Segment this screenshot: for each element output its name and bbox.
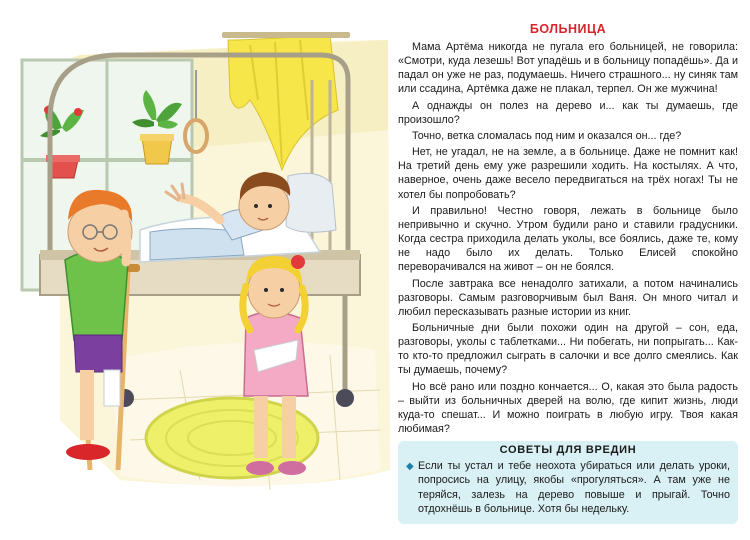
diamond-bullet-icon: ◆: [406, 461, 414, 473]
story-paragraph: Но всё рано или поздно кончается... О, какая это была радость – выйти из больничных дверей на волю, где кипит жизнь, люди куда-то спешат... И можно поиграть в любую игру. Твоя какая любимая?: [398, 380, 738, 436]
story-paragraph: А однажды он полез на дерево и... как ты думаешь, где произошло?: [398, 99, 738, 126]
story-column: [398, 22, 738, 524]
story-paragraph: После завтрака все ненадолго затихали, а потом начинались разговоры. Самым разговорчивым был Ваня. Он много читал и любил пересказывать разные истории из книг.: [398, 277, 738, 318]
tips-title: СОВЕТЫ ДЛЯ ВРЕДИН: [499, 444, 637, 457]
story-paragraph: Мама Артёма никогда не пугала его больницей, не говорила: «Смотри, куда лезешь! Вот упадёшь и в больницу попадёшь». Да и падал он уже не раз, подумаешь. Ничего страшного... ну синяк там или ссадина, Артёмка даже не плакал, терпел. Он же мужчина!: [398, 41, 738, 96]
story-paragraph: Точно, ветка сломалась под ним и оказался он... где?: [412, 129, 682, 142]
story-paragraph: Нет, не угадал, не на земле, а в больнице. Даже не помнит как! На третий день ему уже разрешили ходить. На костылях. А что, наверное, очень даже весело передвигаться на трёх ногах! Ты не хотел бы попробовать?: [398, 146, 738, 201]
story-paragraph: И правильно! Честно говоря, лежать в больнице было непривычно и скучно. Утром будили рано и ставили градусники. Когда сестра приходила делать уколы, все боялись, даже те, кому не надо было их делать. Только Елисей спокойно переворачивался на живот – он не боялся.: [398, 204, 738, 274]
tips-box: [398, 441, 738, 524]
story-title: БОЛЬНИЦА: [529, 22, 607, 36]
story-paragraph: Больничные дни были похожи один на другой – сон, еда, разговоры, уколы с таблетками... Ни побегать, ни попрыгать... Как-то кто-то предложил сыграть в салочки и все долго смеялись. Как ты думаешь, почему?: [398, 321, 738, 377]
tips-text: Если ты устал и тебе неохота убираться или делать уроки, попросись на улицу, якобы «прогуляться». А там уже не теряйся, залезь на дерево повыше и прыгай. Точно отдохнёшь в больнице. Хотя бы недельку.: [418, 460, 730, 515]
tips-item: [406, 459, 730, 516]
